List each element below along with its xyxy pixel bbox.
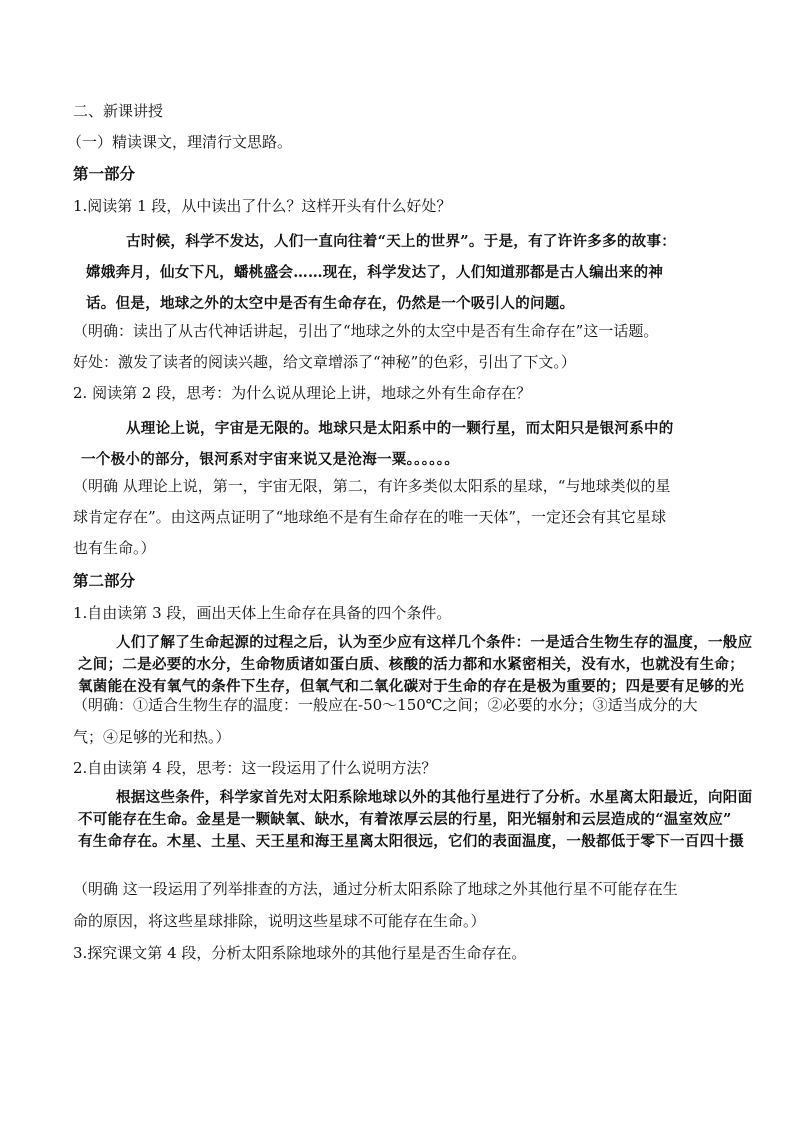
excerpt-line: 一个极小的部分，银河系对宇宙来说又是沧海一粟。。。。。。 bbox=[81, 451, 460, 468]
subheading: （一）精读课文，理清行文思路。 bbox=[67, 133, 293, 151]
answer-line: 气；④足够的光和热。） bbox=[73, 728, 231, 746]
answer-line: 好处：激发了读者的阅读兴趣，给文章增添了“神秘”的色彩，引出了下文。） bbox=[73, 353, 576, 371]
excerpt-line: 嫦娥奔月，仙女下凡，蟠桃盛会……现在，科学发达了，人们知道那都是古人编出来的神 bbox=[86, 264, 664, 281]
excerpt-line: 人们了解了生命起源的过程之后，认为至少应有这样几个条件：一是适合生物生存的温度，一般应 bbox=[116, 634, 753, 651]
part2-title: 第二部分 bbox=[73, 571, 136, 590]
part1-question-1: 1.阅读第 1 段，从中读出了什么？这样开头有什么好处？ bbox=[73, 197, 452, 215]
answer-line: 球肯定存在”。由这两点证明了“地球绝不是有生命存在的唯一天体”，一定还会有其它星球 bbox=[73, 508, 667, 526]
excerpt-line: 根据这些条件，科学家首先对太阳系除地球以外的其他行星进行了分析。水星离太阳最近，向阳面 bbox=[116, 789, 753, 806]
part2-question-3: 3.探究课文第 4 段，分析太阳系除地球外的其他行星是否生命存在。 bbox=[73, 944, 527, 962]
answer-line: （明确 从理论上说，第一，宇宙无限，第二，有许多类似太阳系的星球，“与地球类似的星 bbox=[73, 477, 671, 495]
excerpt-line: 不可能存在生命。金星是一颗缺氧、缺水，有着浓厚云层的行星，阳光辐射和云层造成的“温室效应” bbox=[78, 811, 732, 828]
excerpt-line: 有生命存在。木星、土星、天王星和海王星离太阳很远，它们的表面温度，一般都低于零下一百四十摄 bbox=[78, 833, 744, 850]
section-heading: 二、新课讲授 bbox=[73, 102, 164, 120]
excerpt-line: 话。但是，地球之外的太空中是否有生命存在，仍然是一个吸引人的问题。 bbox=[86, 295, 575, 312]
part1-title: 第一部分 bbox=[73, 164, 136, 183]
part2-question-2: 2.自由读第 4 段，思考：这一段运用了什么说明方法？ bbox=[73, 759, 437, 777]
excerpt-line: 古时候，科学不发达，人们一直向往着“天上的世界”。于是，有了许许多多的故事： bbox=[126, 233, 677, 250]
answer-line: （明确：①适合生物生存的温度：一般应在-50～150℃之间；②必要的水分；③适当成分的大 bbox=[73, 696, 698, 714]
answer-line: 也有生命。） bbox=[73, 539, 156, 557]
part2-question-1: 1.自由读第 3 段，画出天体上生命存在具备的四个条件。 bbox=[73, 604, 452, 622]
excerpt-line: 从理论上说，宇宙是无限的。地球只是太阳系中的一颗行星，而太阳只是银河系中的 bbox=[126, 420, 674, 437]
answer-line: （明确 这一段运用了列举排查的方法，通过分析太阳系除了地球之外其他行星不可能存在生 bbox=[73, 880, 678, 898]
excerpt-line: 之间；二是必要的水分，生命物质诸如蛋白质、核酸的活力都和水紧密相关，没有水，也就没有生命； bbox=[78, 656, 744, 673]
excerpt-line: 氧菌能在没有氧气的条件下生存，但氧气和二氧化碳对于生命的存在是极为重要的；四是要有足够的光 bbox=[78, 678, 744, 695]
answer-line: 命的原因，将这些星球排除，说明这些星球不可能存在生命。） bbox=[73, 912, 486, 930]
part1-question-2: 2. 阅读第 2 段，思考：为什么说从理论上讲，地球之外有生命存在？ bbox=[73, 384, 532, 402]
answer-line: （明确：读出了从古代神话讲起，引出了“地球之外的太空中是否有生命存在”这一话题。 bbox=[73, 322, 659, 340]
